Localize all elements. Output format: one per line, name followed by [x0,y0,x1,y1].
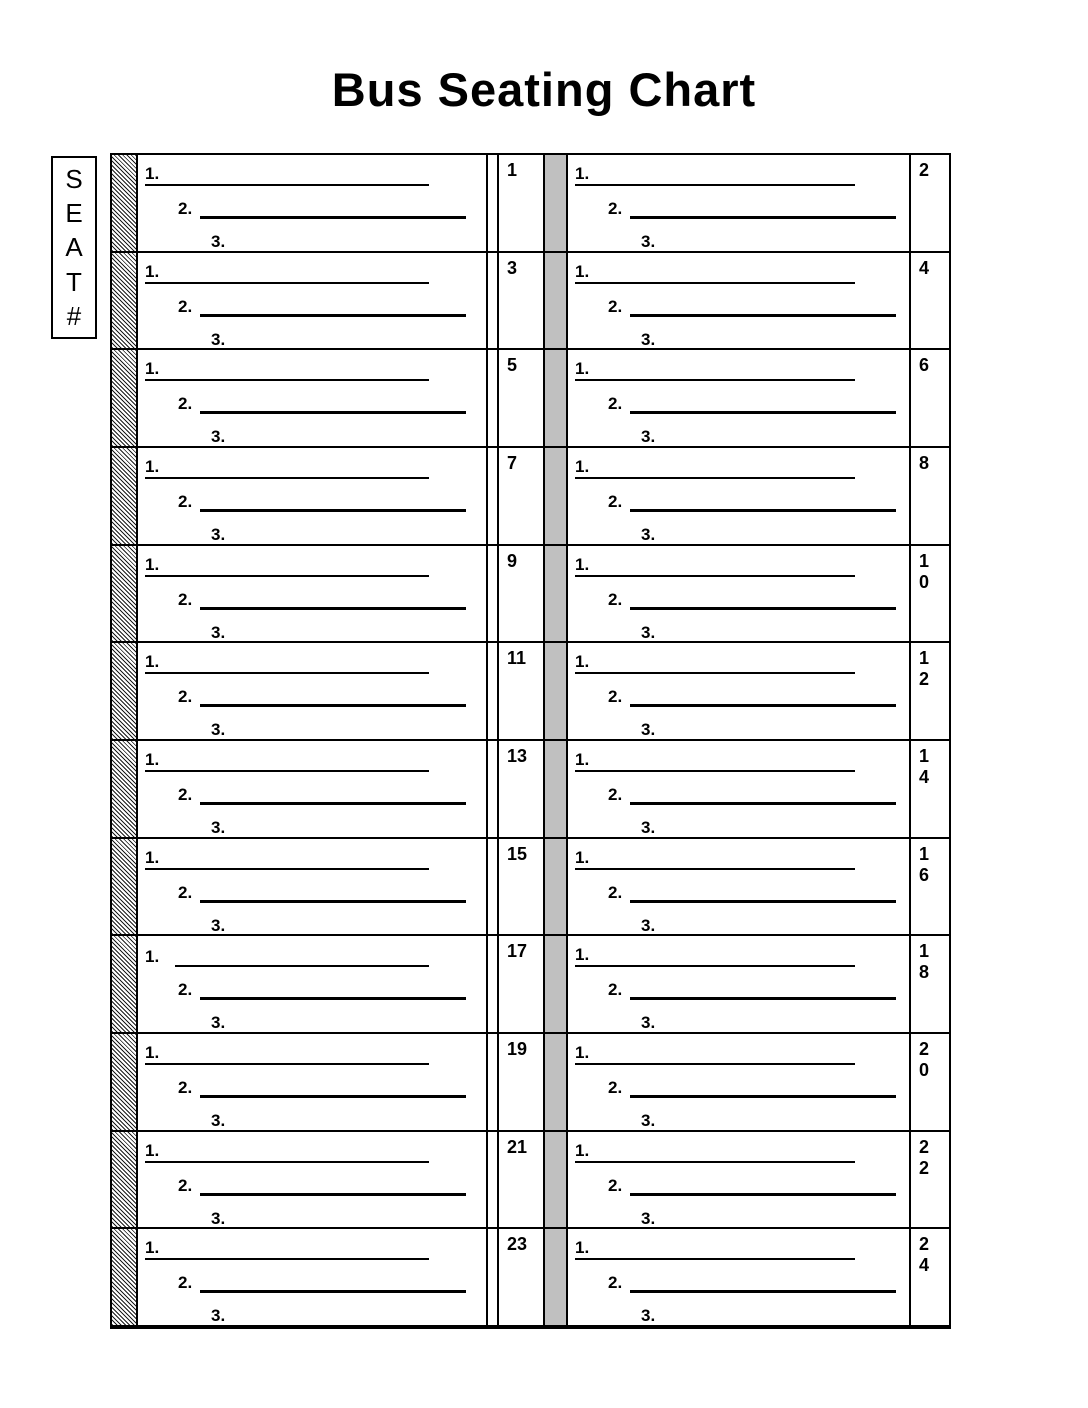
line-number-label: 3. [211,232,226,251]
rider-line-1 [145,843,429,870]
window-hatch-strip [112,155,138,251]
fill-in-line [159,1063,429,1065]
line-number-label: 3. [211,1306,226,1326]
legend-letter: T [66,266,82,297]
line-number-label: 3. [211,818,226,838]
line-number-label: 3. [641,720,656,740]
rider-line-2 [178,876,466,903]
line-number-label: 2. [178,882,193,902]
line-number-label: 2. [608,785,623,805]
fill-in-line [200,802,466,805]
line-number-label: 1. [575,1140,589,1163]
rider-line-3 [641,713,655,740]
line-number-label: 1. [145,1237,159,1260]
rider-line-1 [575,647,855,674]
seat-number-right: 4 [919,257,930,278]
divider-column [488,155,499,251]
rider-line-2 [608,583,896,610]
seat-row [112,446,949,544]
seat-info-left [138,155,488,251]
line-number-label: 3. [641,622,656,642]
rider-line-2 [178,1169,466,1196]
line-number-label: 1. [575,651,589,674]
line-number-label: 3. [641,1013,656,1033]
fill-in-line [200,411,466,414]
fill-in-line [630,509,896,512]
line-number-label: 2. [178,980,193,1000]
window-hatch-strip [112,741,138,837]
divider-column [488,1034,499,1130]
line-number-label: 1. [575,456,589,479]
line-number-label: 2. [178,1078,193,1098]
rider-line-1 [575,257,855,284]
rider-line-1 [145,647,429,674]
aisle-strip [545,1229,568,1325]
rider-line-1 [575,452,855,479]
line-number-label: 1. [145,1140,159,1163]
line-number-label: 1. [575,1237,589,1260]
seat-info-right [568,839,911,935]
line-number-label: 2. [178,687,193,707]
seat-row [112,739,949,837]
fill-in-line [159,477,429,479]
window-hatch-strip [112,253,138,349]
line-number-label: 3. [211,525,226,545]
rider-line-3 [211,1104,225,1131]
line-number-label: 2. [608,1273,623,1293]
seat-number-right: 1 4 [919,746,930,788]
rider-line-1 [145,1038,429,1065]
rider-line-3 [211,420,225,447]
seat-number-right: 1 2 [919,648,930,690]
fill-in-line [159,575,429,577]
rider-line-3 [211,1299,225,1326]
seat-info-right [568,1229,911,1325]
line-number-label: 3. [641,818,656,838]
line-number-label: 2. [608,492,623,512]
rider-line-2 [608,485,896,512]
seat-info-left [138,839,488,935]
divider-column [488,741,499,837]
aisle-strip [545,1132,568,1228]
line-number-label: 1. [145,1042,159,1065]
divider-column [488,253,499,349]
line-number-label: 3. [641,1208,656,1228]
rider-line-3 [211,1202,225,1229]
line-number-label: 3. [211,1013,226,1033]
line-number-label: 1. [145,358,159,381]
fill-in-line [589,184,855,186]
legend-letter: E [65,198,83,229]
line-number-label: 2. [608,199,623,218]
fill-in-line [589,575,855,577]
line-number-label: 1. [575,847,589,870]
line-number-label: 1. [575,1042,589,1065]
line-number-label: 1. [145,261,159,284]
window-hatch-strip [112,546,138,642]
seat-info-left [138,1132,488,1228]
rider-line-2 [608,973,896,1000]
rider-line-3 [641,518,655,545]
aisle-strip [545,350,568,446]
seat-info-left [138,643,488,739]
fill-in-line [589,282,855,284]
rider-line-2 [608,876,896,903]
rider-line-2 [608,778,896,805]
rider-line-2 [608,192,896,219]
fill-in-line [589,965,855,967]
rider-line-1 [575,1038,855,1065]
rider-line-3 [641,1299,655,1326]
line-number-label: 2. [608,1078,623,1098]
fill-in-line [630,314,896,317]
seat-row [112,641,949,739]
fill-in-line [159,868,429,870]
line-number-label: 2. [178,492,193,512]
seat-row [112,348,949,446]
fill-in-line [159,282,429,284]
legend-letter: A [65,232,83,263]
page-title: Bus Seating Chart [331,63,757,116]
fill-in-line [630,411,896,414]
seat-row [112,1130,949,1228]
seat-info-left [138,350,488,446]
fill-in-line [159,1258,429,1260]
line-number-label: 3. [641,427,656,447]
fill-in-line [200,607,466,610]
line-number-label: 1. [145,651,159,674]
rider-line-1 [145,257,429,284]
rider-line-1 [575,550,855,577]
seat-number-right: 1 6 [919,843,930,885]
seat-info-left [138,253,488,349]
rider-line-2 [178,290,466,317]
fill-in-line [589,477,855,479]
seat-number-left: 9 [499,546,545,642]
rider-line-3 [641,225,655,252]
line-number-label: 2. [178,785,193,805]
rider-line-2 [608,1266,896,1293]
seat-row [112,251,949,349]
line-number-label: 3. [641,525,656,545]
seat-info-right [568,1132,911,1228]
line-number-label: 3. [211,329,226,349]
seat-number-right: 2 4 [919,1234,930,1276]
line-number-label: 2. [608,687,623,707]
line-number-label: 1. [145,947,160,967]
seat-row [112,1032,949,1130]
aisle-strip [545,643,568,739]
fill-in-line [159,770,429,772]
rider-line-1 [145,745,429,772]
seat-number-left: 13 [499,741,545,837]
rider-line-3 [211,518,225,545]
rider-line-3 [641,1006,655,1033]
line-number-label: 3. [211,622,226,642]
rider-line-1 [575,940,855,967]
seat-row [112,544,949,642]
divider-column [488,1132,499,1228]
fill-in-line [630,704,896,707]
rider-line-1 [145,1233,429,1260]
seat-row [112,1227,949,1325]
seat-number-right: 6 [919,355,930,376]
seat-number-left: 19 [499,1034,545,1130]
line-number-label: 1. [145,163,159,186]
seating-chart-table [110,153,951,1329]
fill-in-line [200,509,466,512]
rider-line-3 [641,909,655,936]
fill-in-line [200,1095,466,1098]
fill-in-line [200,1290,466,1293]
rider-line-3 [211,909,225,936]
seat-number-right: 1 8 [919,941,930,983]
rider-line-2 [608,290,896,317]
line-number-label: 2. [178,199,193,218]
rider-line-2 [178,387,466,414]
fill-in-line [589,379,855,381]
fill-in-line [200,314,466,317]
rider-line-3 [211,616,225,643]
line-number-label: 2. [178,1273,193,1293]
line-number-label: 2. [608,394,623,414]
rider-line-3 [211,811,225,838]
fill-in-line [159,184,429,186]
seat-number-right: 1 0 [919,550,930,592]
rider-line-3 [211,225,225,252]
line-number-label: 3. [211,915,226,935]
rider-line-2 [178,485,466,512]
fill-in-line [589,1258,855,1260]
line-number-label: 2. [608,980,623,1000]
rider-line-2 [178,973,466,1000]
line-number-label: 1. [575,554,589,577]
seat-number-left: 21 [499,1132,545,1228]
line-number-label: 2. [178,589,193,609]
line-number-label: 3. [641,915,656,935]
seat-info-right [568,350,911,446]
line-number-label: 3. [211,1208,226,1228]
seat-number-left: 11 [499,643,545,739]
seat-info-right [568,155,911,251]
window-hatch-strip [112,448,138,544]
line-number-label: 1. [145,847,159,870]
seat-info-right [568,1034,911,1130]
seat-number-left: 3 [499,253,545,349]
line-number-label: 1. [575,749,589,772]
seat-number-left: 23 [499,1229,545,1325]
line-number-label: 3. [641,1111,656,1131]
fill-in-line [630,802,896,805]
fill-in-line [630,216,896,219]
seat-number-legend [51,156,97,339]
rider-line-3 [211,1006,225,1033]
rider-line-1 [575,843,855,870]
rider-line-2 [608,387,896,414]
line-number-label: 1. [145,456,159,479]
rider-line-2 [178,680,466,707]
line-number-label: 1. [575,944,589,967]
seat-number-right: 2 [919,160,930,180]
fill-in-line [630,1095,896,1098]
rider-line-3 [211,323,225,350]
line-number-label: 2. [608,589,623,609]
rider-line-3 [641,811,655,838]
aisle-strip [545,839,568,935]
fill-in-line [175,965,429,967]
fill-in-line [630,607,896,610]
fill-in-line [630,997,896,1000]
seat-number-right: 8 [919,453,930,474]
aisle-strip [545,253,568,349]
line-number-label: 1. [145,554,159,577]
divider-column [488,839,499,935]
seat-info-right [568,741,911,837]
fill-in-line [159,672,429,674]
seat-number-right: 2 2 [919,1136,930,1178]
line-number-label: 2. [608,296,623,316]
line-number-label: 2. [178,1175,193,1195]
window-hatch-strip [112,350,138,446]
rider-line-1 [575,354,855,381]
rider-line-3 [641,1104,655,1131]
line-number-label: 2. [608,1175,623,1195]
rider-line-2 [178,778,466,805]
seat-info-left [138,1034,488,1130]
rider-line-3 [641,616,655,643]
window-hatch-strip [112,839,138,935]
line-number-label: 1. [575,163,589,186]
window-hatch-strip [112,643,138,739]
fill-in-line [589,868,855,870]
fill-in-line [200,704,466,707]
seat-info-right [568,643,911,739]
line-number-label: 2. [608,882,623,902]
seat-number-right: 2 0 [919,1039,930,1081]
fill-in-line [200,997,466,1000]
rider-line-1 [575,745,855,772]
line-number-label: 3. [641,232,656,251]
aisle-strip [545,1034,568,1130]
rider-line-2 [178,1071,466,1098]
rider-line-1 [145,354,429,381]
rider-line-1 [575,1233,855,1260]
divider-column [488,1229,499,1325]
fill-in-line [159,1161,429,1163]
line-number-label: 1. [575,358,589,381]
rider-line-3 [641,420,655,447]
divider-column [488,350,499,446]
fill-in-line [630,1193,896,1196]
rider-line-2 [608,1169,896,1196]
fill-in-line [200,900,466,903]
rider-line-3 [211,713,225,740]
seat-number-left: 15 [499,839,545,935]
rider-line-1 [575,159,855,186]
window-hatch-strip [112,1034,138,1130]
seat-info-right [568,253,911,349]
seat-info-right [568,936,911,1032]
line-number-label: 3. [641,329,656,349]
seat-info-right [568,448,911,544]
line-number-label: 2. [178,296,193,316]
divider-column [488,448,499,544]
fill-in-line [630,900,896,903]
aisle-strip [545,741,568,837]
fill-in-line [589,1161,855,1163]
line-number-label: 3. [211,1111,226,1131]
seat-info-left [138,448,488,544]
window-hatch-strip [112,1132,138,1228]
rider-line-3 [641,323,655,350]
fill-in-line [630,1290,896,1293]
line-number-label: 1. [145,749,159,772]
fill-in-line [589,1063,855,1065]
seat-row [112,155,949,251]
line-number-label: 2. [178,394,193,414]
line-number-label: 3. [211,720,226,740]
legend-letter: S [65,164,83,195]
legend-letter: # [66,300,82,331]
window-hatch-strip [112,936,138,1032]
rider-line-2 [608,1071,896,1098]
seat-info-left [138,546,488,642]
fill-in-line [589,672,855,674]
rider-line-3 [641,1202,655,1229]
line-number-label: 1. [575,261,589,284]
line-number-label: 3. [211,427,226,447]
rider-line-2 [178,1266,466,1293]
rider-line-1 [145,940,429,967]
seat-number-left: 5 [499,350,545,446]
seat-number-left: 1 [499,155,545,251]
rider-line-2 [608,680,896,707]
seat-info-left [138,1229,488,1325]
divider-column [488,643,499,739]
seat-row [112,934,949,1032]
window-hatch-strip [112,1229,138,1325]
rider-line-2 [178,192,466,219]
seat-info-right [568,546,911,642]
divider-column [488,546,499,642]
line-number-label: 3. [641,1306,656,1326]
fill-in-line [589,770,855,772]
aisle-strip [545,155,568,251]
rider-line-2 [178,583,466,610]
seat-number-left: 7 [499,448,545,544]
rider-line-1 [145,550,429,577]
rider-line-1 [145,452,429,479]
seat-info-left [138,741,488,837]
seat-info-left [138,936,488,1032]
fill-in-line [159,379,429,381]
aisle-strip [545,448,568,544]
seat-row [112,837,949,935]
fill-in-line [200,1193,466,1196]
rider-line-1 [575,1136,855,1163]
rider-line-1 [145,159,429,186]
rider-line-1 [145,1136,429,1163]
aisle-strip [545,546,568,642]
divider-column [488,936,499,1032]
seat-number-left: 17 [499,936,545,1032]
aisle-strip [545,936,568,1032]
fill-in-line [200,216,466,219]
